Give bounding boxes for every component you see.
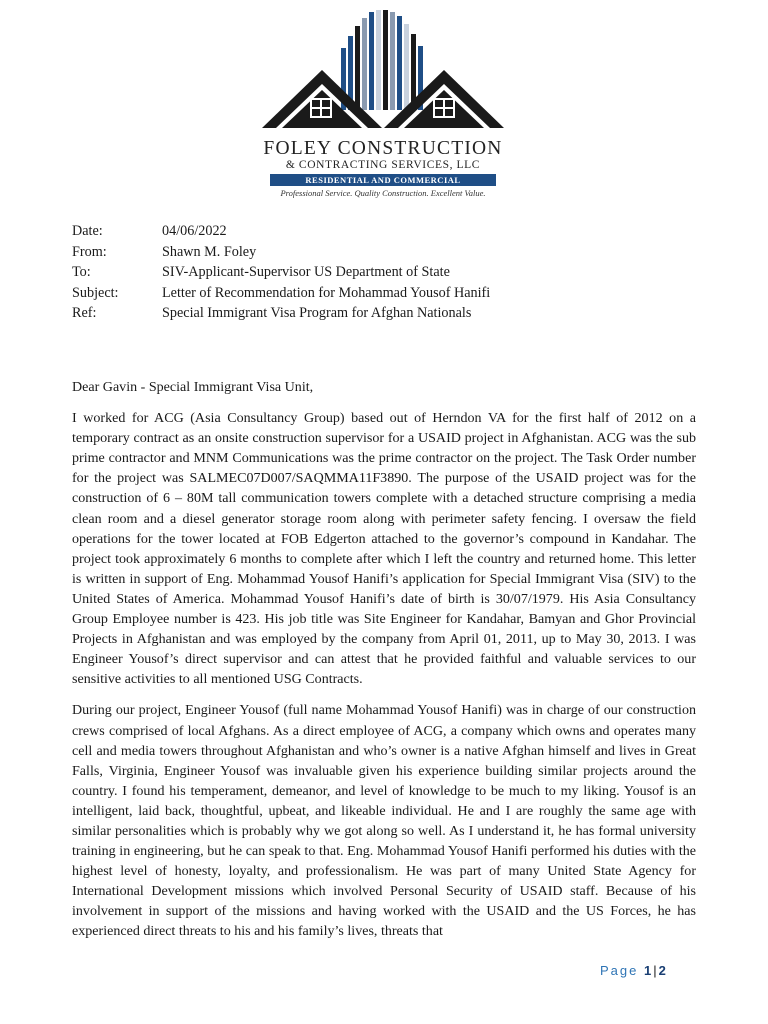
header-value: SIV-Applicant-Supervisor US Department of State [162,264,450,280]
page-word: Page [600,963,639,978]
logo-tagline: Professional Service. Quality Construction. Excellent Value. [280,188,486,198]
letter-body [72,377,696,942]
page-number-footer [600,963,666,978]
logo-band: RESIDENTIAL AND COMMERCIAL [270,174,496,186]
memo-header [72,221,490,324]
total-pages: 2 [658,963,666,978]
header-label: Date: [72,223,103,239]
header-value: Letter of Recommendation for Mohammad Yousof Hanifi [162,284,491,301]
body-paragraph-1: I worked for ACG (Asia Consultancy Group) based out of Herndon VA for the first half of 2012 on a temporary contract as an onsite construction supervisor for a USAID project in Afghanistan. ACG was the sub prime contractor and MNM Communications was the prime contractor on the project. The Task Order number for the project was SALMEC07D007/SAQMMA11F3890. The purpose of the USAID project was for the construction of 6 – 80M tall communication towers complete with a detached structure comprising a media clean room and a diesel generator storage room along with perimeter safety fencing. I oversaw the field operations for the tower located at FOB Edgerton attached to the governor’s compound in Kandahar. The project took approximately 6 months to complete after which I left the country and returned home. This letter is written in support of Eng. Mohammad Yousof Hanifi’s application for Special Immigrant Visa (SIV) to the United States of America. Mohammad Yousof Hanifi’s date of birth is 30/07/1979. His Asia Consultancy Group Employee number is 423. His job title was Site Engineer for Kandahar, Bamyan and Ghor Provincial Projects in Afghanistan and was employed by the company from April 01, 2011, up to May 30, 2013. I was Engineer Yousof’s direct supervisor and can attest that he provided faithful and valuable services to our sensitive activities to all mentioned USG Contracts. [72,410,696,688]
logo-subtitle: & CONTRACTING SERVICES, LLC [285,159,481,171]
logo-company-name: FOLEY CONSTRUCTION [263,138,503,159]
page-separator: | [653,963,657,978]
body-paragraph-2: During our project, Engineer Yousof (full name Mohammad Yousof Hanifi) was in charge of our construction crews comprised of local Afghans. As a direct employee of ACG, a company which owns and operates many cell and media towers throughout Afghanistan and who’s owner is a native Afghan himself and lives in Great Falls, Virginia, Engineer Yousof was invaluable given his experience building similar projects around the country. I found his temperament, demeanor, and level of knowledge to be much to my liking. Yousof is an intelligent, laid back, thoughtful, upbeat, and likeable individual. He and I are roughly the same age with similar personalities which is probably why we got along so well. As I understand it, he has formal university training in engineering, but he can speak to that. Eng. Mohammad Yousof Hanifi performed his duties with the highest level of honesty, loyalty, and professionalism. He was part of many United State Agency for International Development missions which involved Personal Security of USAID staff. Because of his involvement in support of the missions and having worked with the USAID and the US Forces, he has experienced direct threats to his and his family’s lives, threats that [72,702,696,940]
salutation: Dear Gavin - Special Immigrant Visa Unit, [72,379,314,395]
header-label: Subject: [72,284,119,301]
header-row-date [72,221,490,242]
header-label: Ref: [72,305,97,321]
header-value: 04/06/2022 [162,223,227,239]
header-row-subject [72,283,490,304]
header-row-to [72,262,490,283]
skyline-bars [341,10,423,110]
header-value: Special Immigrant Visa Program for Afghan Nationals [162,305,472,321]
logo-skyline-houses-graphic [258,8,508,138]
header-label: To: [72,264,91,280]
company-logo [258,8,508,196]
current-page-number: 1 [644,963,652,978]
header-value: Shawn M. Foley [162,243,257,260]
header-row-from [72,242,490,263]
header-label: From: [72,243,107,260]
header-row-ref [72,303,490,324]
